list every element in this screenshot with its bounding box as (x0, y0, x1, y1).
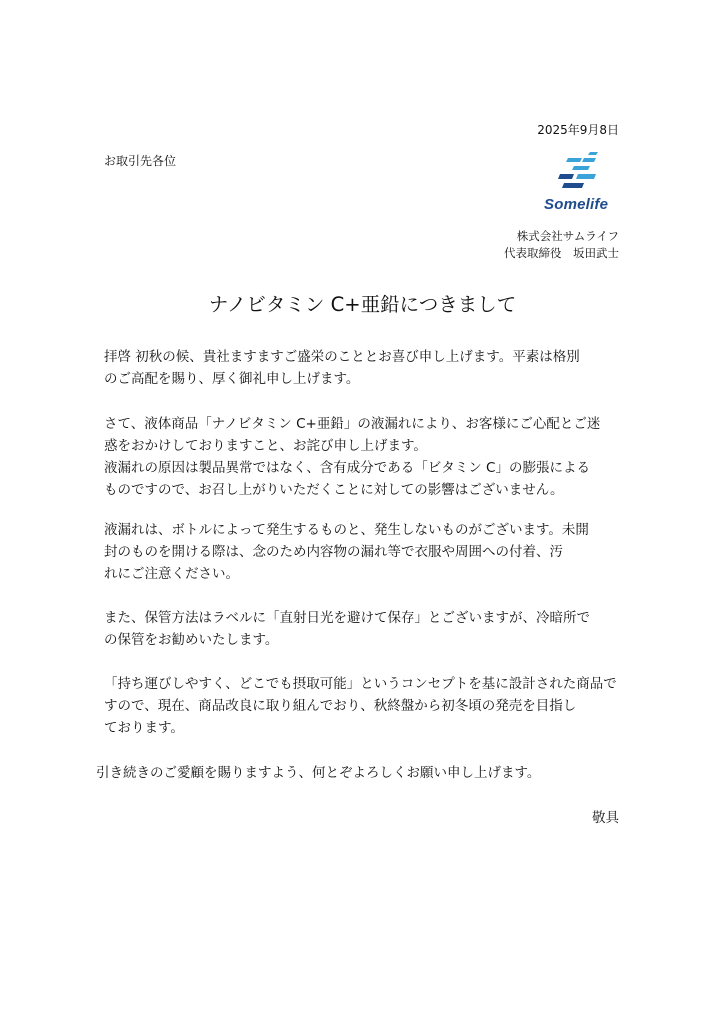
text-line: ものですので、お召し上がりいただくことに対しての影響はございません。 (104, 482, 564, 498)
paragraph-improvement (104, 673, 624, 739)
company-logo (540, 150, 624, 216)
recipient: お取引先各位 (104, 154, 177, 168)
letter-title: ナノビタミン C+亜鉛につきまして (208, 293, 517, 316)
text-line: さて、液体商品「ナノビタミン C+亜鉛」の液漏れにより、お客様にご心配とご迷 (104, 416, 601, 432)
paragraph-greeting (104, 346, 624, 390)
sign-off: 敬具 (592, 810, 619, 826)
text-line: ております。 (104, 720, 184, 736)
text-line: れにご注意ください。 (104, 566, 239, 582)
closing-line: 引き続きのご愛顧を賜りますよう、何とぞよろしくお願い申し上げます。 (96, 765, 541, 781)
logo-mark-icon (540, 150, 624, 196)
text-line: 惑をおかけしておりますこと、お詫び申し上げます。 (104, 438, 427, 454)
paragraph-storage (104, 607, 624, 651)
text-line: 液漏れは、ボトルによって発生するものと、発生しないものがございます。未開 (104, 522, 589, 538)
company-name: 株式会社サムライフ (516, 229, 619, 243)
text-line: すので、現在、商品改良に取り組んでおり、秋終盤から初冬頃の発売を目指し (104, 698, 577, 714)
company-block (504, 228, 619, 262)
text-line: の保管をお勧めいたします。 (104, 632, 279, 648)
paragraph-apology (104, 413, 624, 501)
text-line: 拝啓 初秋の候、貴社ますますご盛栄のこととお喜び申し上げます。平素は格別 (104, 349, 580, 365)
paragraph-leak-notice (104, 519, 624, 585)
text-line: 液漏れの原因は製品異常ではなく、含有成分である「ビタミン C」の膨張による (104, 460, 590, 476)
logo-wordmark: Somelife (544, 196, 609, 213)
text-line: 封のものを開ける際は、念のため内容物の漏れ等で衣服や周囲への付着、汚 (104, 544, 563, 560)
text-line: また、保管方法はラベルに「直射日光を避けて保存」とございますが、冷暗所で (104, 610, 590, 626)
representative: 代表取締役 坂田武士 (504, 246, 619, 260)
letter-date: 2025年9月8日 (537, 123, 619, 137)
text-line: のご高配を賜り、厚く御礼申し上げます。 (104, 371, 360, 387)
text-line: 「持ち運びしやすく、どこでも摂取可能」というコンセプトを基に設計された商品で (104, 676, 617, 692)
